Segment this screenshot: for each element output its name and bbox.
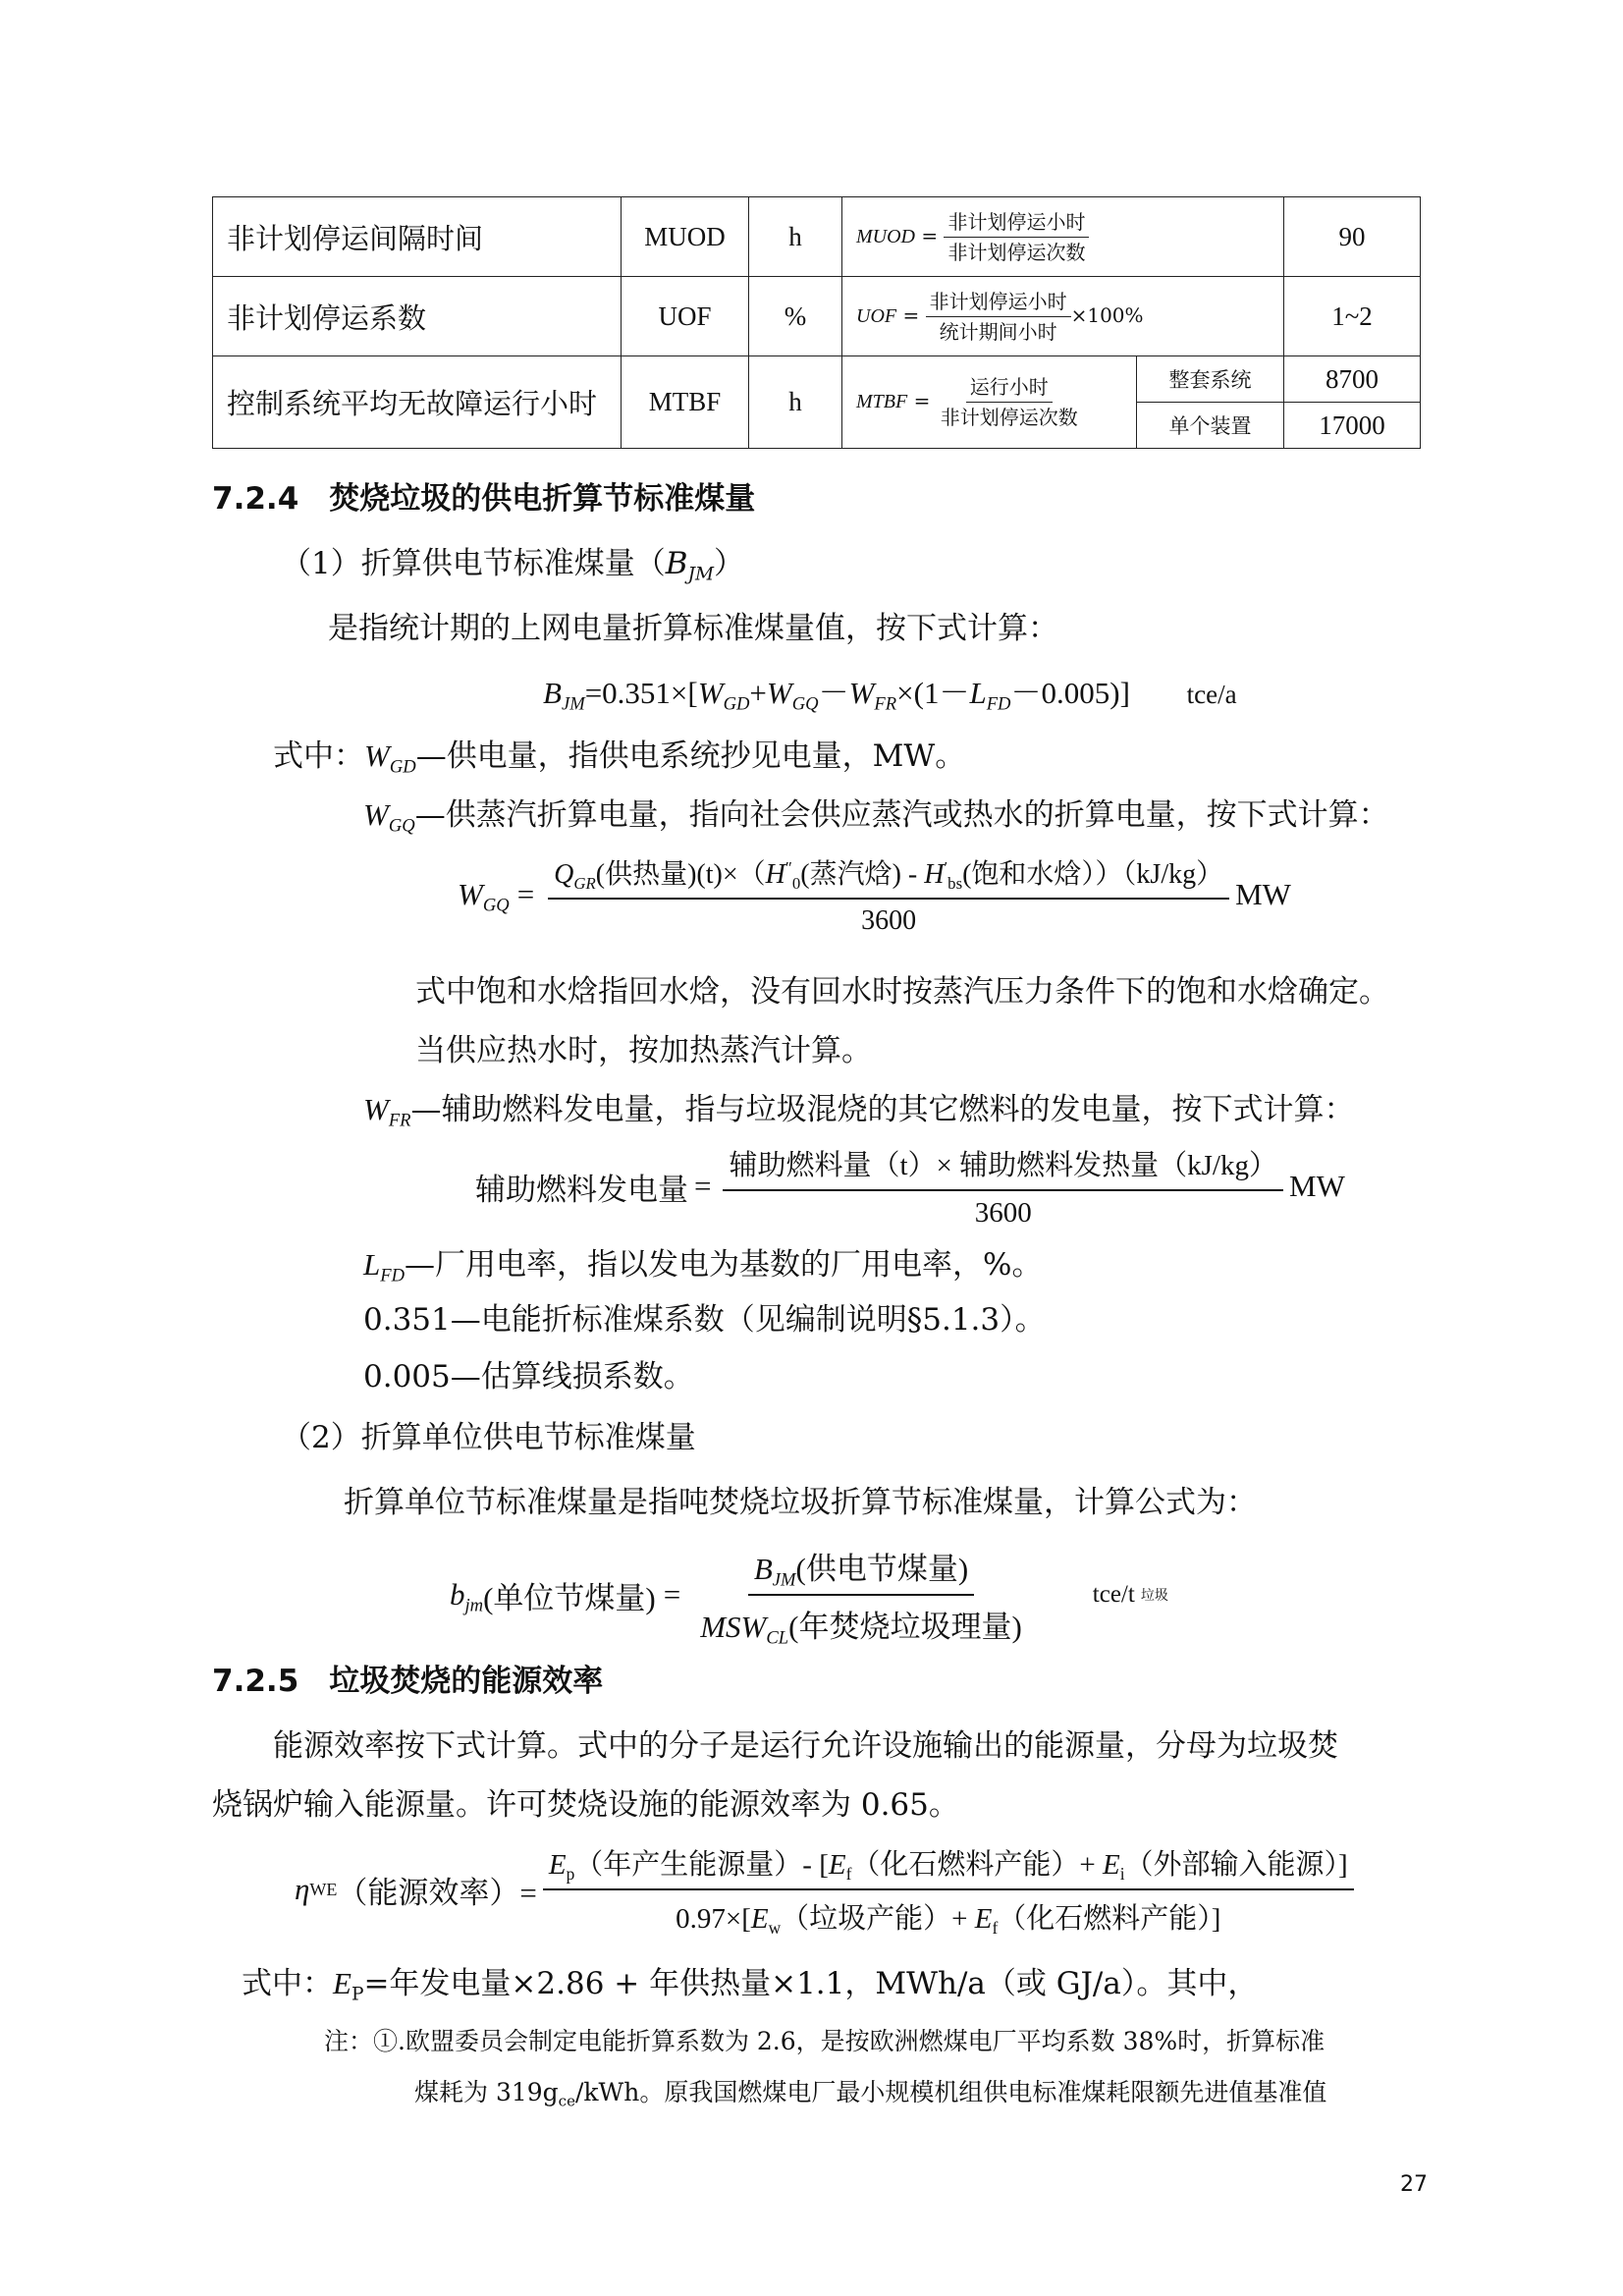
equation-wgq: $W_{GQ}$ = $\frac{Q_{GR}(供热量)(t)\times(H''_0(蒸汽焓) - H'_{bs}(饱和水焓))(kJ/kg)}{3600}$ MW xyxy=(458,852,1291,937)
paragraph: 能源效率按下式计算。式中的分子是运行允许设施输出的能源量，分母为垃圾焚 xyxy=(273,1728,1338,1764)
section-heading-7-2-4: 7.2.4 焚烧垃圾的供电折算节标准煤量 xyxy=(212,481,756,517)
sub-category: 整套系统 xyxy=(1137,356,1284,403)
equation-energy-efficiency: η WE （能源效率）= $\frac{E_p(年产生能源量)- [E_f(化石燃料产能)+ E_i(外部输入能源)]}{0.97\times[E_w(垃圾产能)+ E_f(化石燃料产能)]}$ xyxy=(295,1842,1360,1937)
param-abbr: MTBF xyxy=(622,356,749,449)
page-number: 27 xyxy=(1400,2172,1428,2197)
param-value: 1~2 xyxy=(1284,277,1421,356)
equation-bjm-unit: $b_{jm}$ (单位节煤量) = $\frac{B_{JM}(供电节煤量)}{MSW_{CL}(年焚烧垃圾理量)}$ tce/t 垃圾 xyxy=(450,1544,1168,1646)
sub-category: 单个装置 xyxy=(1137,403,1284,449)
table-row xyxy=(213,356,1421,403)
table-row xyxy=(213,277,1421,356)
paragraph: 折算单位节标准煤量是指吨焚烧垃圾折算节标准煤量，计算公式为： xyxy=(344,1485,1257,1520)
param-formula: UOF = $\frac{\text{非计划停运小时}}{\text{统计期间小时}}$ ×100% xyxy=(842,277,1284,356)
param-abbr: MUOD xyxy=(622,197,749,277)
paragraph: 烧锅炉输入能源量。许可焚烧设施的能源效率为 0.65。 xyxy=(212,1787,959,1823)
subsection-title-1: （1）折算供电节标准煤量$(B_{JM})$ xyxy=(281,546,745,585)
definition-wgq: $W_{GQ}—$供蒸汽折算电量，指向社会供应蒸汽或热水的折算电量，按下式计算： xyxy=(363,797,1389,837)
table-row xyxy=(213,197,1421,277)
param-name: 非计划停运间隔时间 xyxy=(213,197,622,277)
definition-wfr: $W_{FR}—$辅助燃料发电量，指与垃圾混烧的其它燃料的发电量，按下式计算： xyxy=(363,1092,1355,1131)
param-unit: h xyxy=(749,197,842,277)
definition-wgd: 式中：$W_{GD}—$供电量，指供电系统抄见电量，MW。 xyxy=(273,738,966,778)
note-hot-water: 当供应热水时，按加热蒸汽计算。 xyxy=(415,1033,872,1068)
definition-coefficient: 0.351—电能折标准煤系数（见编制说明§5.1.3）。 xyxy=(363,1302,1046,1338)
definition-line-loss: 0.005—估算线损系数。 xyxy=(363,1359,694,1394)
param-name: 控制系统平均无故障运行小时 xyxy=(213,356,622,449)
footnote-line-2: 煤耗为 $319g_{ce}$/kWh。原我国燃煤电厂最小规模机组供电标准煤耗限额先进值基准值 xyxy=(414,2078,1327,2110)
param-value: 90 xyxy=(1284,197,1421,277)
equation-bjm: $B_{JM}=0.351\times[W_{GD}+W_{GQ}-W_{FR}\times(1-L_{FD}-0.005)]$ tce/a xyxy=(543,676,1237,715)
definition-lfd: $L_{FD}—$厂用电率，指以发电为基数的厂用电率，%。 xyxy=(363,1247,1043,1286)
param-unit: % xyxy=(749,277,842,356)
param-formula: MTBF = $\frac{\text{运行小时}}{\text{非计划停运次数}}$ xyxy=(842,356,1137,449)
paragraph: 是指统计期的上网电量折算标准煤量值，按下式计算： xyxy=(328,611,1058,646)
equation-aux-fuel: 辅助燃料发电量 = $\frac{\text{辅助燃料量（t）× 辅助燃料发热量（kJ/kg）}}{3600}$ MW xyxy=(475,1143,1345,1230)
definition-ep: 式中：$E_P=$年发电量×2.86 + 年供热量×1.1，MWh/a（或 GJ/a）。其中， xyxy=(242,1966,1259,2005)
param-name: 非计划停运系数 xyxy=(213,277,622,356)
section-heading-7-2-5: 7.2.5 垃圾焚烧的能源效率 xyxy=(212,1664,604,1699)
param-unit: h xyxy=(749,356,842,449)
param-formula: MUOD = $\frac{\text{非计划停运小时}}{\text{非计划停运次数}}$ xyxy=(842,197,1284,277)
note-saturated-water: 式中饱和水焓指回水焓，没有回水时按蒸汽压力条件下的饱和水焓确定。 xyxy=(415,974,1389,1010)
param-value: 8700 xyxy=(1284,356,1421,403)
param-abbr: UOF xyxy=(622,277,749,356)
parameter-table xyxy=(212,196,1421,449)
param-value: 17000 xyxy=(1284,403,1421,449)
footnote-line-1: 注：①.欧盟委员会制定电能折算系数为 2.6，是按欧洲燃煤电厂平均系数 38%时，折算标准 xyxy=(324,2027,1325,2055)
subsection-title-2: （2）折算单位供电节标准煤量 xyxy=(281,1420,696,1455)
